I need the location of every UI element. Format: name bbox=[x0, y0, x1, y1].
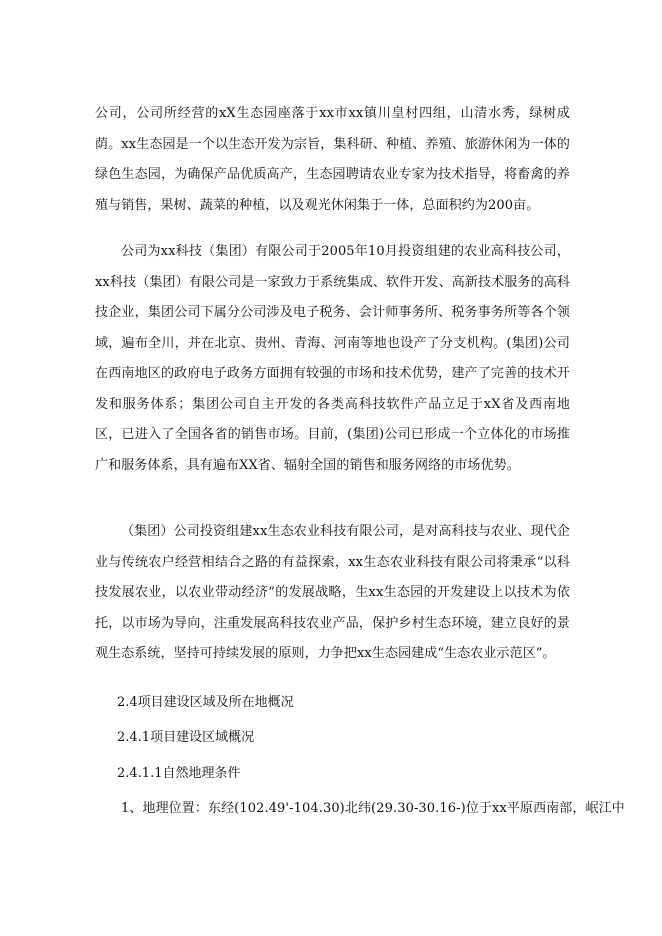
section-heading-2-4-1: 2.4.1项目建设区域概况 bbox=[117, 730, 255, 745]
paragraph-group-background: 公司为xx科技（集团）有限公司于2005年10月投资组建的农业高科技公司，xx科技（集团）有限公司是一家致力于系统集成、软件开发、高新技术服务的高科技企业，集团公司下属分公司涉及电子税务、会计师事务所、税务事务所等各个领域，遍布全川，并在北京、贵州、青海、河南等地也设产了分支机构。(集团)公司在西南地区的政府电子政务方面拥有较强的市场和技术优势，建产了完善的技术开发和服务体系；集团公司自主开发的各类高科技软件产品立足于xX省及西南地区，已进入了全国各省的销售市场。目前，(集团)公司已形成一个立体化的市场推广和服务体系，具有遍布XX省、辐射全国的销售和服务网络的市场优势。 bbox=[95, 244, 570, 473]
paragraph-company-intro: 公司，公司所经营的xX生态园座落于xx市xx镇川皇村四组，山清水秀，绿树成荫。xx生态园是一个以生态开发为宗旨，集科研、种植、养殖、旅游休闲为一体的绿色生态园，为确保产品优质高产，生态园聘请农业专家为技术指导，将畜禽的养殖与销售，果树、蔬菜的种植，以及观光休闲集于一体，总面积约为200亩。 bbox=[95, 106, 570, 213]
section-heading-2-4-1-1: 2.4.1.1自然地理条件 bbox=[117, 766, 241, 781]
section-heading-2-4: 2.4项目建设区域及所在地概况 bbox=[117, 695, 294, 710]
paragraph-geographic-location: 1、地理位置：东经(102.49'-104.30)北纬(29.30-30.16-)位于xx平原西南部，岷江中 bbox=[121, 801, 625, 816]
paragraph-investment: （集团）公司投资组建xx生态农业科技有限公司，是对高科技与农业、现代企业与传统农户经营相结合之路的有益探索，xx生态农业科技有限公司将秉承“以科技发展农业，以农业带动经济”的发展战略，生xx生态园的开发建设上以技术为依托，以市场为导向，注重发展高科技农业产品，保护乡村生态环境，建立良好的景观生态系统，坚持可持续发展的原则，力争把xx生态园建成“生态农业示范区”。 bbox=[95, 524, 570, 661]
